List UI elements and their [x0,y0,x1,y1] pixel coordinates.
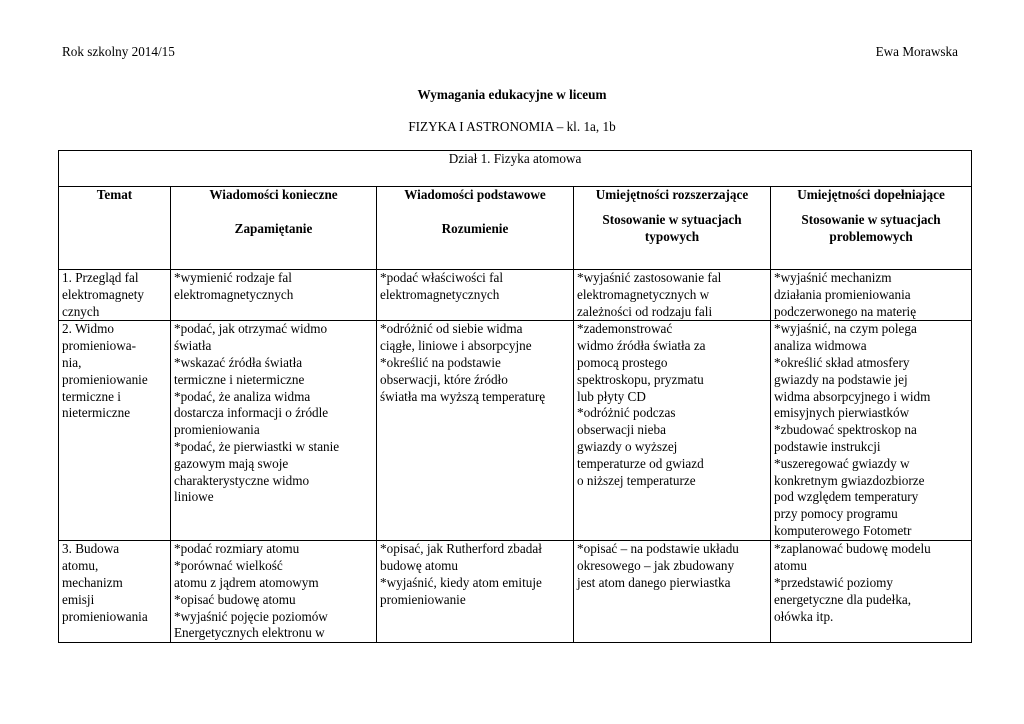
cell-line: promieniowanie [380,591,466,607]
cell-line: mechanizm [62,574,123,590]
cell-podstawowe [377,270,574,321]
cell-line: *określić na podstawie [380,354,501,370]
col-header-title: Wiadomości konieczne [209,187,338,202]
col-header-temat [59,187,171,270]
cell-temat [59,321,171,541]
cell-line: elektromagnety [62,286,145,302]
cell-line: widmo źródła światła za [577,338,706,354]
cell-line: *przedstawić poziomy [774,574,894,590]
cell-line: spektroskopu, pryzmatu [577,371,704,387]
cell-line: *wyjaśnić, kiedy atom emituje [380,574,542,590]
cell-line: *zaplanować budowę modelu [774,541,931,557]
col-header-sub: Stosowanie w sytuacjach [801,211,941,227]
cell-line: atomu, [62,558,99,574]
cell-line: zależności od rodzaju fali [577,303,713,319]
cell-line: promieniowanie [62,371,148,387]
header-row [59,187,972,270]
cell-line: cznych [62,303,100,319]
cell-line: 3. Budowa [62,541,120,557]
cell-line: elektromagnetycznych w [577,286,710,302]
cell-line: 1. Przegląd fal [62,270,139,285]
cell-line: *opisać budowę atomu [174,591,296,607]
cell-line: atomu [774,558,807,574]
cell-dopelniajace [771,321,972,541]
cell-line: ołówka itp. [774,608,834,624]
cell-line: *porównać wielkość [174,558,283,574]
cell-line: ciągłe, liniowe i absorpcyjne [380,338,532,354]
requirements-table [58,150,972,643]
cell-line: emisji [62,591,95,607]
col-header-sub: Zapamiętanie [234,220,313,236]
table-row [59,541,972,643]
cell-line: dostarcza informacji o źródle [174,405,329,421]
cell-line: obserwacji nieba [577,422,666,438]
cell-line: konkretnym gwiazdozbiorze [774,472,925,488]
cell-line: gwiazdy na podstawie jej [774,371,908,387]
cell-rozszerzajace [574,321,771,541]
cell-line: *zademonstrować [577,321,673,337]
cell-line: elektromagnetycznych [174,286,294,302]
cell-podstawowe [377,321,574,541]
cell-rozszerzajace [574,541,771,643]
cell-line: gazowym mają swoje [174,455,289,471]
cell-line: *uszeregować gwiazdy w [774,455,910,471]
col-header-podstawowe [377,187,574,270]
cell-line: nietermiczne [62,405,131,421]
table-row [59,321,972,541]
cell-line: *opisać, jak Rutherford zbadał [380,541,542,557]
cell-line: pomocą prostego [577,354,668,370]
cell-line: widma absorpcyjnego i widm [774,388,931,404]
cell-line: lub płyty CD [577,388,646,404]
cell-line: *wymienić rodzaje fal [174,270,292,285]
cell-line: *odróżnić podczas [577,405,676,421]
author-name: Ewa Morawska [875,44,958,59]
cell-line: *podać, że analiza widma [174,388,311,404]
col-header-dopelniajace [771,187,972,270]
table-row [59,270,972,321]
section-title: Dział 1. Fizyka atomowa [59,151,972,187]
cell-line: komputerowego Fotometr [774,522,912,538]
cell-line: liniowe [174,489,214,505]
cell-line: *podać właściwości fal [380,270,504,285]
cell-line: gwiazdy o wyższej [577,438,678,454]
cell-line: temperaturze od gwiazd [577,455,704,471]
cell-line: przy pomocy programu [774,506,898,522]
document-title: Wymagania edukacyjne w liceum [417,87,607,102]
cell-line: *zbudować spektroskop na [774,422,917,438]
cell-line: okresowego – jak zbudowany [577,558,735,574]
cell-dopelniajace [771,270,972,321]
cell-line: *wyjaśnić zastosowanie fal [577,270,722,285]
cell-temat [59,541,171,643]
cell-line: *wyjaśnić pojęcie poziomów [174,608,328,624]
cell-line: *wyjaśnić mechanizm [774,270,892,285]
cell-line: *określić skład atmosfery [774,354,910,370]
col-header-temat-label: Temat [96,187,133,202]
cell-konieczne [171,321,377,541]
cell-line: charakterystyczne widmo [174,472,310,488]
cell-line: emisyjnych pierwiastków [774,405,910,421]
cell-line: *podać, jak otrzymać widmo [174,321,328,337]
cell-konieczne [171,541,377,643]
cell-line: *podać rozmiary atomu [174,541,300,557]
cell-line: Energetycznych elektronu w [174,625,325,641]
col-header-sub: problemowych [829,228,913,244]
cell-line: *wyjaśnić, na czym polega [774,321,917,337]
cell-line: promieniowania [174,422,260,438]
cell-line: energetyczne dla pudełka, [774,591,912,607]
document-subtitle: FIZYKA I ASTRONOMIA – kl. 1a, 1b [408,119,616,134]
cell-line: elektromagnetycznych [380,286,500,302]
cell-line: *podać, że pierwiastki w stanie [174,438,340,454]
cell-line: promieniowa- [62,338,136,354]
cell-dopelniajace [771,541,972,643]
cell-line: światła [174,338,212,354]
cell-line: działania promieniowania [774,286,911,302]
cell-line: 2. Widmo [62,321,114,337]
cell-line: atomu z jądrem atomowym [174,574,319,590]
cell-podstawowe [377,541,574,643]
cell-line: o niższej temperaturze [577,472,696,488]
cell-line: jest atom danego pierwiastka [577,574,731,590]
cell-line: promieniowania [62,608,148,624]
school-year: Rok szkolny 2014/15 [62,44,175,59]
cell-rozszerzajace [574,270,771,321]
section-row [59,151,972,187]
col-header-title: Umiejętności dopełniające [797,187,945,202]
col-header-rozszerzajace [574,187,771,270]
cell-line: *wskazać źródła światła [174,354,303,370]
cell-line: termiczne i [62,388,121,404]
cell-line: analiza widmowa [774,338,867,354]
col-header-sub: typowych [644,228,700,244]
cell-line: *opisać – na podstawie układu [577,541,739,557]
cell-line: podczerwonego na materię [774,303,917,319]
cell-line: nia, [62,354,82,370]
col-header-title: Wiadomości podstawowe [404,187,546,202]
cell-line: budowę atomu [380,558,459,574]
col-header-sub: Stosowanie w sytuacjach [602,211,742,227]
cell-line: *odróżnić od siebie widma [380,321,523,337]
cell-line: światła ma wyższą temperaturę [380,388,546,404]
cell-line: pod względem temperatury [774,489,919,505]
col-header-sub: Rozumienie [441,220,509,236]
col-header-title: Umiejętności rozszerzające [595,187,749,202]
cell-temat [59,270,171,321]
cell-konieczne [171,270,377,321]
cell-line: termiczne i nietermiczne [174,371,305,387]
cell-line: podstawie instrukcji [774,438,881,454]
col-header-konieczne [171,187,377,270]
cell-line: obserwacji, które źródło [380,371,508,387]
